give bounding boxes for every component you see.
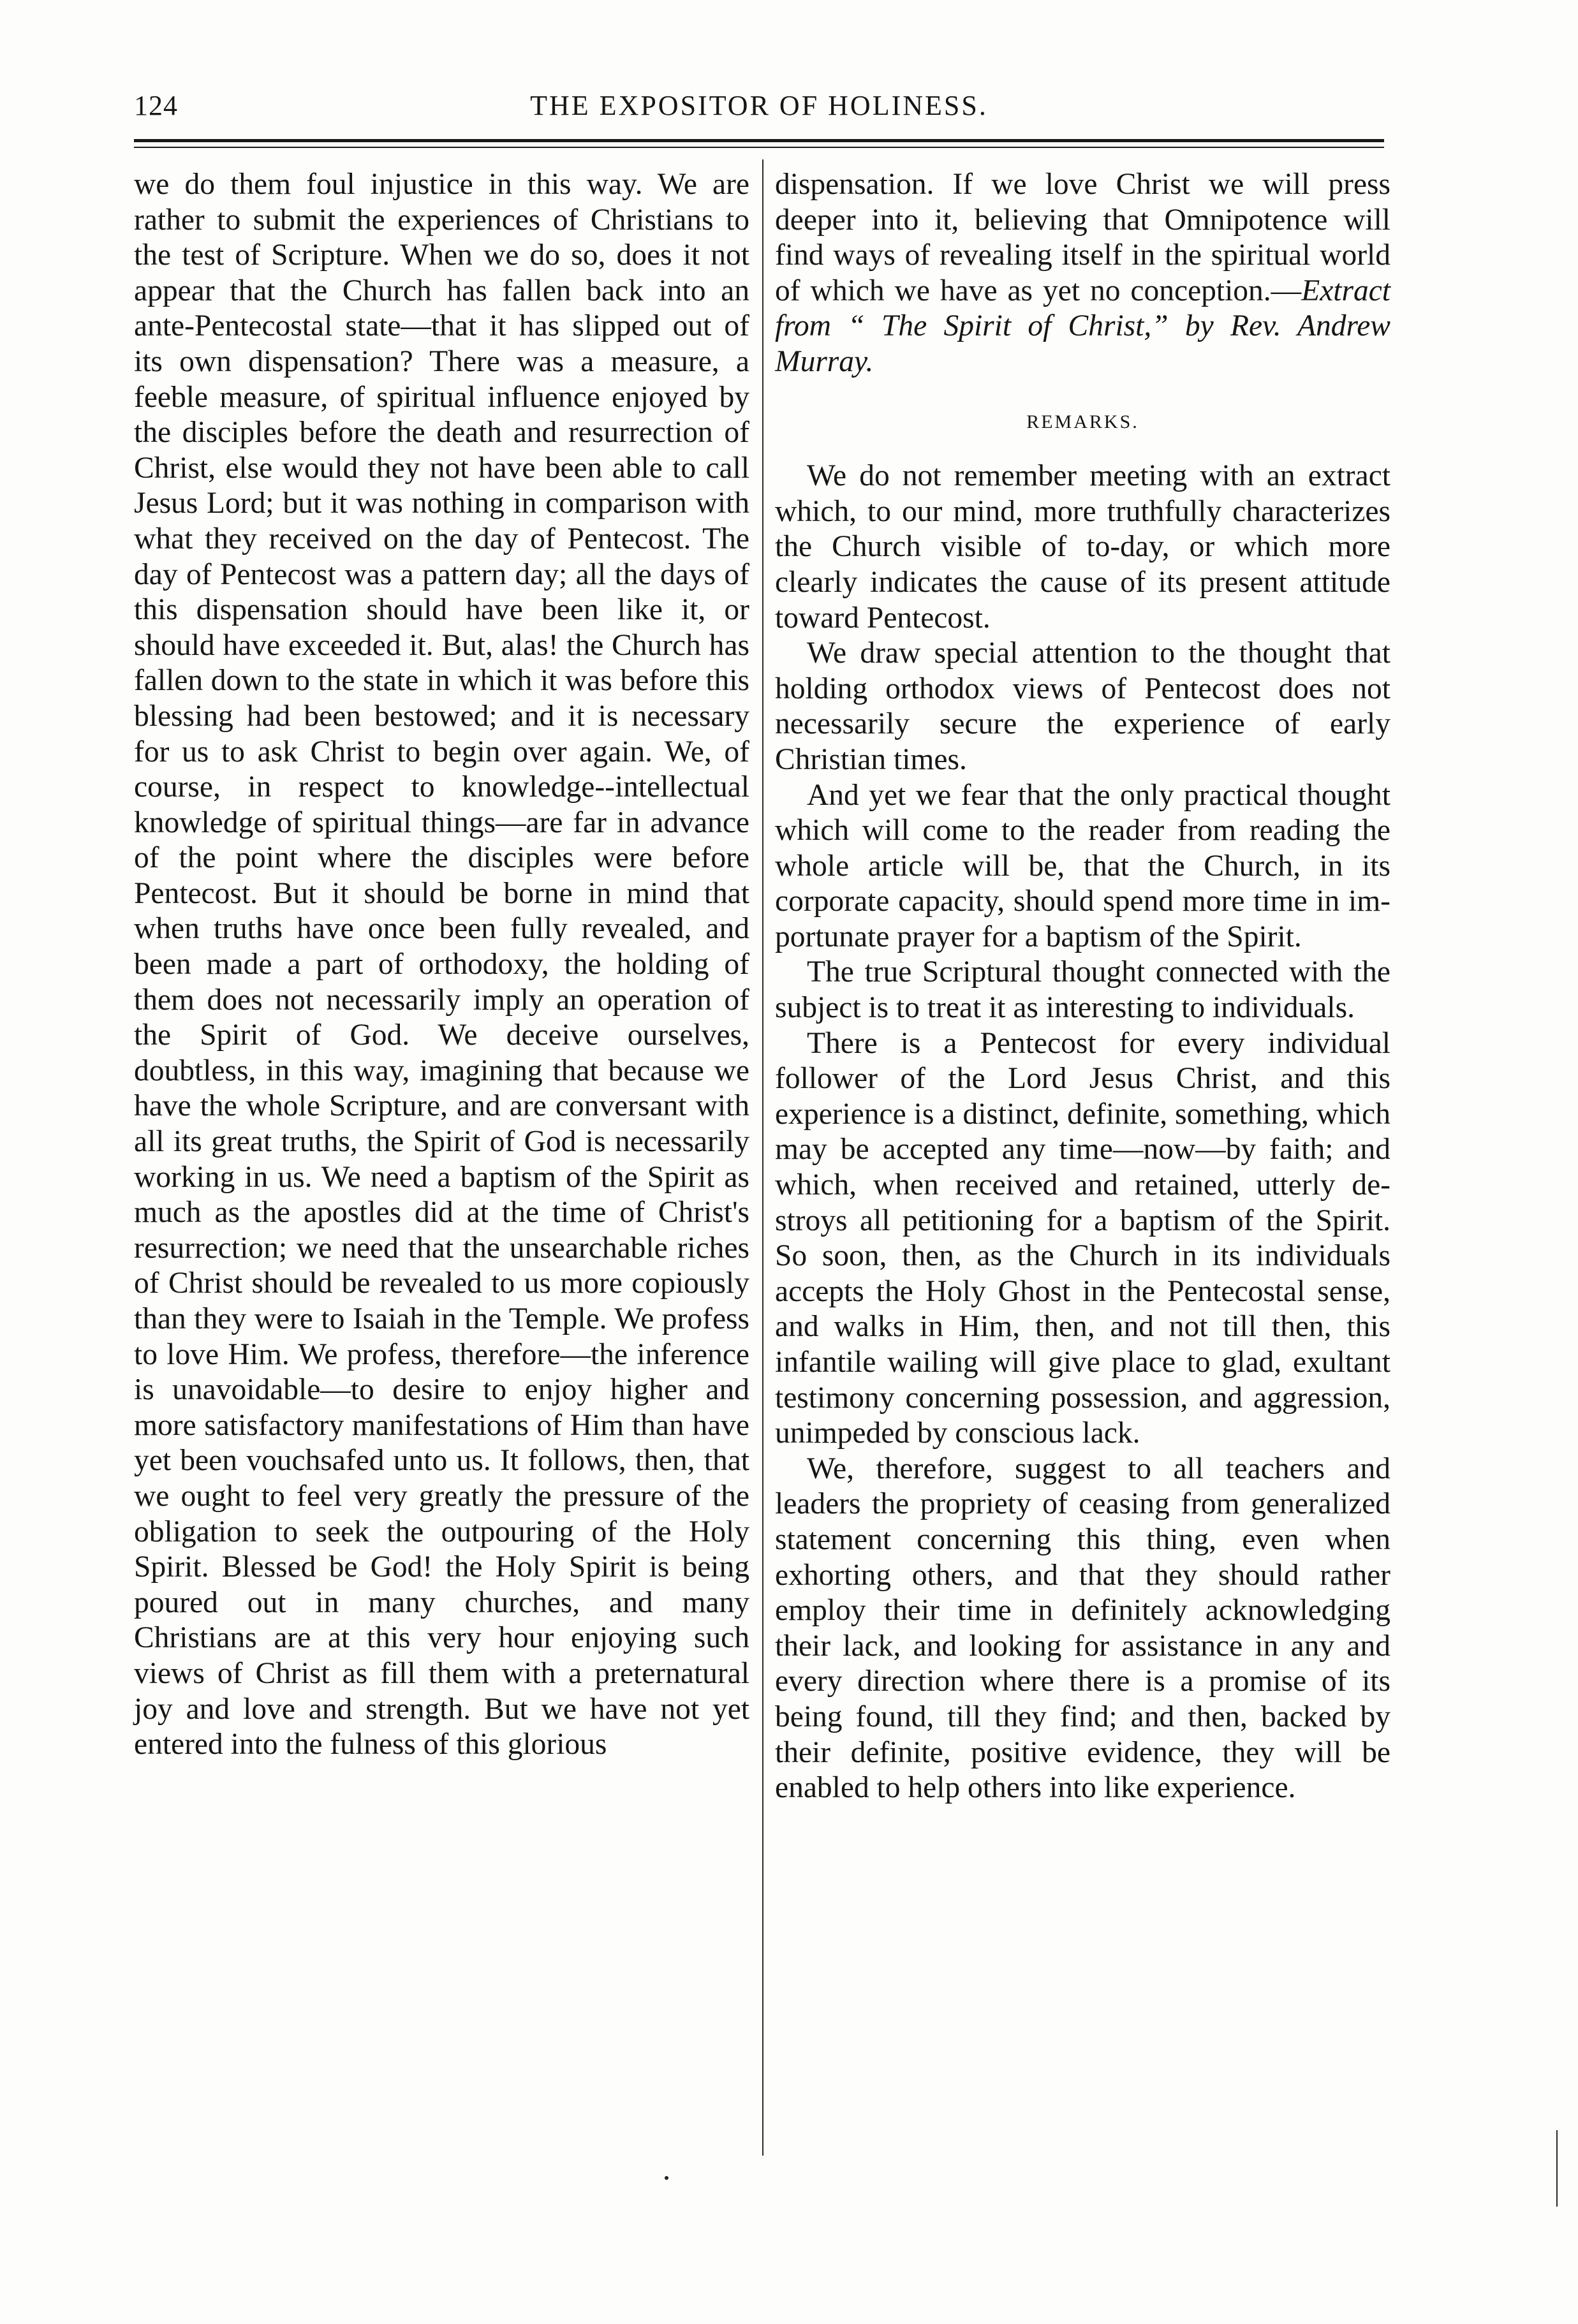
page-number: 124: [134, 90, 178, 121]
remarks-paragraph-3: And yet we fear that the only practical thought which will come to the reader from reading the whole article will be, that the Church, in its corporate capacity, should spend more time in importunate prayer for a baptism of the Spirit.: [775, 778, 1390, 953]
left-paragraph-1: we do them foul injustice in this way. We are rather to submit the experiences of Christians to the test of Scripture. When we do so, does it not appear that the Church has fallen back into an ante-Pentecostal state—that it has slipped out of its own dispensation? There was a measure, a feeble measure, of spiritual influence enjoyed by the disciples before the death and resurrection of Christ, else would they not have been able to call Jesus Lord; but it was nothing in comparison with what they received on the day of Pentecost. The day of Pentecost was a pattern day; all the days of this dispensation should have been like it, or should have exceeded it. But, alas! the Church has fallen down to the state in which it was before this blessing had been bestowed; and it is necessary for us to ask Christ to begin over again. We, of course, in respect to knowledge--intellectual knowledge of spiritual things—are far in advance of the point where the disciples were before Pentecost. But it should be borne in mind that when truths have once been fully revealed, and been made a part of orthodoxy, the holding of them does not necessarily imply an operation of the Spirit of God. We deceive ourselves, doubtless, in this way, imagining that because we have the whole Scripture, and are conversant with all its great truths, the Spirit of God is necessarily working in us. We need a baptism of the Spirit as much as the apostles did at the time of Christ's resurrection; we need that the unsearchable riches of Christ should be revealed to us more copiously than they were to Isaiah in the Temple. We profess to love Him. We profess, therefore—the inference is unavoidable—to desire to enjoy higher and more satisfactory manifestations of Him than have yet been vouchsafed unto us. It follows, then, that we ought to feel very greatly the pressure of the obligation to seek the outpouring of the Holy Spirit. Blessed be God! the Holy Spirit is being poured out in many churches, and many Christians are at this very hour enjoying such views of Christ as fill them with a preternatural joy and love and strength. But we have not yet entered into the fulness of this glorious: [134, 168, 749, 1761]
running-title: THE EXPOSITOR OF HOLINESS.: [530, 90, 988, 121]
remarks-paragraph-1: We do not remember meeting with an extract which, to our mind, more truthfully characterizes the Church visible of to-day, or which more clearly indicates the cause of its present attitude toward Pentecost.: [775, 459, 1390, 635]
header-rule-thick: [134, 139, 1384, 142]
extract-citation: Extract from “ The Spirit of Christ,” by Rev. Andrew Murray.: [775, 274, 1390, 378]
remarks-paragraph-6: We, therefore, suggest to all teachers and leaders the propriety of ceasing from generalized statement concerning this thing, even when exhorting others, and that they should rather employ their time in definitely acknowledging their lack, and looking for assistance in any and every direction where there is a promise of its being found, till they find; and then, backed by their definite, positive evidence, they will be enabled to help others into like experience.: [775, 1452, 1390, 1805]
continuation-text: dispensation. If we love Christ we will press deeper into it, believing that Omnipotence will find ways of revealing itself in the spiritual world of which we have as yet no conception.—: [775, 168, 1390, 307]
left-column: [134, 167, 749, 1763]
column-divider: [762, 159, 763, 2156]
right-column: [775, 167, 1390, 1806]
print-speck: [665, 2176, 668, 2180]
page-header: [134, 83, 1384, 140]
remarks-paragraph-2: We draw special attention to the thought that holding orthodox views of Pentecost does not necessarily secure the experience of early Christian times.: [775, 636, 1390, 776]
remarks-paragraph-5: There is a Pentecost for every individual follower of the Lord Jesus Christ, and this experience is a distinct, definite, something, which may be accepted any time—now—by faith; and which, when received and retained, utterly destroys all petitioning for a baptism of the Spirit. So soon, then, as the Church in its individuals accepts the Holy Ghost in the Pentecostal sense, and walks in Him, then, and not till then, this infantile wailing will give place to glad, exultant testimony concerning possession, and aggression, unimpeded by conscious lack.: [775, 1026, 1390, 1450]
header-rule-thin: [134, 147, 1384, 148]
remarks-heading: REMARKS.: [1026, 411, 1139, 432]
page-edge-mark: [1556, 2130, 1558, 2207]
right-paragraph-1: [775, 167, 1390, 380]
remarks-paragraph-4: The true Scriptural thought connected with the subject is to treat it as interesting to individuals.: [775, 955, 1390, 1025]
